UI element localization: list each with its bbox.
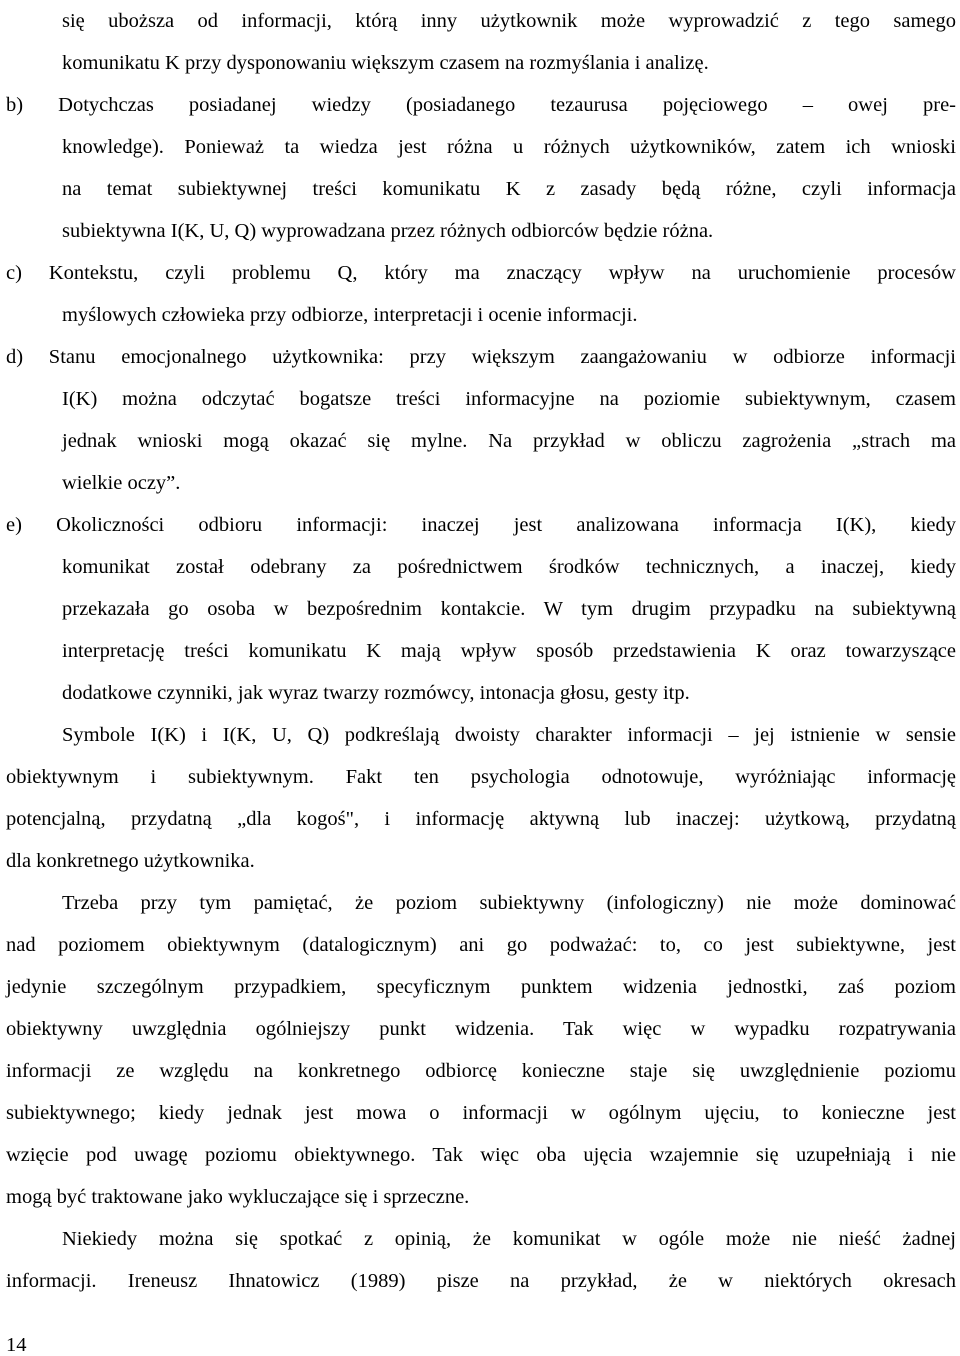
text-line: nad poziomem obiektywnym (datalogicznym) ani go podważać: to, co jest subiektywne, jest — [6, 934, 956, 956]
body-text — [6, 0, 956, 1302]
text-line: na temat subiektywnej treści komunikatu K z zasady będą różne, czyli informacja — [62, 178, 956, 200]
list-item-e: e) Okoliczności odbioru informacji: inaczej jest analizowana informacja I(K), kiedy — [6, 514, 956, 536]
text-line: knowledge). Ponieważ ta wiedza jest różna u różnych użytkowników, zatem ich wnioski — [62, 136, 956, 158]
paragraph-start: Symbole I(K) i I(K, U, Q) podkreślają dwoisty charakter informacji – jej istnienie w sensie — [62, 724, 956, 746]
text-line: wzięcie pod uwagę poziomu obiektywnego. Tak więc oba ujęcia wzajemnie się uzupełniają i nie — [6, 1144, 956, 1166]
text-line: informacji ze względu na konkretnego odbiorcę konieczne staje się uwzględnienie poziomu — [6, 1060, 956, 1082]
text-line: informacji. Ireneusz Ihnatowicz (1989) pisze na przykład, że w niektórych okresach — [6, 1270, 956, 1292]
text-line: obiektywny uwzględnia ogólniejszy punkt widzenia. Tak więc w wypadku rozpatrywania — [6, 1018, 956, 1040]
paragraph-start: Trzeba przy tym pamiętać, że poziom subiektywny (infologiczny) nie może dominować — [62, 892, 956, 914]
text-line: komunikat został odebrany za pośrednictwem środków technicznych, a inaczej, kiedy — [62, 556, 956, 578]
text-line: myślowych człowieka przy odbiorze, interpretacji i ocenie informacji. — [62, 304, 638, 326]
list-item-d: d) Stanu emocjonalnego użytkownika: przy większym zaangażowaniu w odbiorze informacji — [6, 346, 956, 368]
document-page — [6, 0, 956, 1302]
text-line: jedynie szczególnym przypadkiem, specyficznym punktem widzenia jednostki, zaś poziom — [6, 976, 956, 998]
text-line: subiektywnego; kiedy jednak jest mowa o informacji w ogólnym ujęciu, to konieczne jest — [6, 1102, 956, 1124]
text-line: wielkie oczy”. — [62, 472, 181, 494]
text-line: mogą być traktowane jako wykluczające się i sprzeczne. — [6, 1186, 470, 1208]
text-line: I(K) można odczytać bogatsze treści informacyjne na poziomie subiektywnym, czasem — [62, 388, 956, 410]
text-line: komunikatu K przy dysponowaniu większym czasem na rozmyślania i analizę. — [62, 52, 709, 74]
text-line: interpretację treści komunikatu K mają wpływ sposób przedstawienia K oraz towarzyszące — [62, 640, 956, 662]
paragraph-start: Niekiedy można się spotkać z opinią, że komunikat w ogóle może nie nieść żadnej — [62, 1228, 956, 1250]
text-line: jednak wnioski mogą okazać się mylne. Na przykład w obliczu zagrożenia „strach ma — [62, 430, 956, 452]
page-number: 14 — [6, 1334, 27, 1356]
text-line: dodatkowe czynniki, jak wyraz twarzy rozmówcy, intonacja głosu, gesty itp. — [62, 682, 690, 704]
text-line: dla konkretnego użytkownika. — [6, 850, 255, 872]
text-line: obiektywnym i subiektywnym. Fakt ten psychologia odnotowuje, wyróżniając informację — [6, 766, 956, 788]
text-line: potencjalną, przydatną „dla kogoś", i informację aktywną lub inaczej: użytkową, przydatną — [6, 808, 956, 830]
text-line: się uboższa od informacji, którą inny użytkownik może wyprowadzić z tego samego — [62, 10, 956, 32]
list-item-b: b) Dotychczas posiadanej wiedzy (posiadanego tezaurusa pojęciowego – owej pre- — [6, 94, 956, 116]
text-line: przekazała go osoba w bezpośrednim kontakcie. W tym drugim przypadku na subiektywną — [62, 598, 956, 620]
text-line: subiektywna I(K, U, Q) wyprowadzana przez różnych odbiorców będzie różna. — [62, 220, 714, 242]
list-item-c: c) Kontekstu, czyli problemu Q, który ma znaczący wpływ na uruchomienie procesów — [6, 262, 956, 284]
